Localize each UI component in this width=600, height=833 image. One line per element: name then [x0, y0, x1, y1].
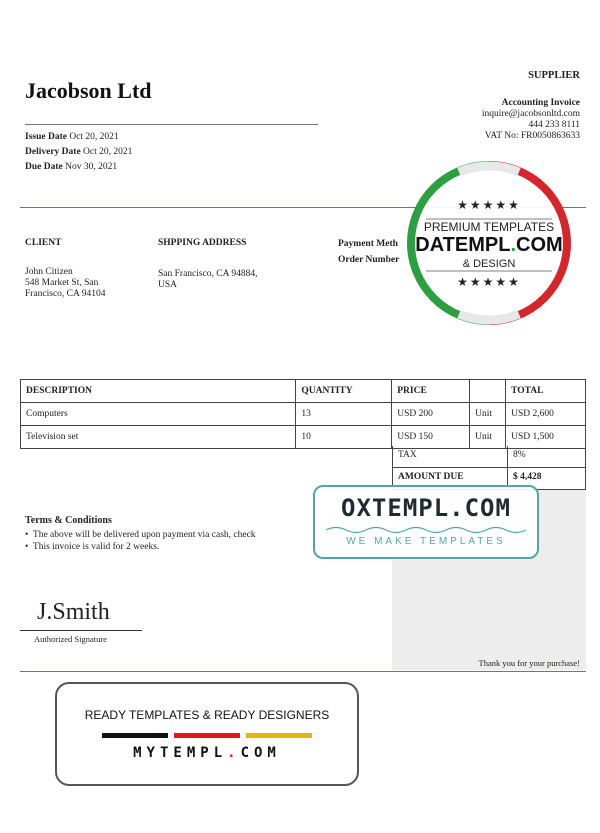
row-description: Television set: [21, 426, 296, 449]
thank-you-note: Thank you for your purchase!: [478, 658, 580, 668]
supplier-phone: 444 233 8111: [528, 120, 580, 130]
amount-due-label: AMOUNT DUE: [393, 468, 508, 489]
due-date-label: Due Date: [25, 162, 63, 172]
supplier-doc-type: Accounting Invoice: [501, 98, 580, 108]
seal-line3: & DESIGN: [462, 258, 516, 270]
supplier-vat: VAT No: FR0050863633: [484, 131, 580, 141]
signature: J.Smith: [37, 599, 110, 625]
oxtempl-subtitle: WE MAKE TEMPLATES: [346, 536, 506, 547]
seal-brand-b: COM: [516, 234, 563, 256]
terms-item: • This invoice is valid for 2 weeks.: [25, 542, 160, 552]
oxtempl-watermark: [313, 485, 539, 559]
row-description: Computers: [21, 403, 296, 426]
supplier-block: [482, 70, 580, 142]
issue-date-value: Oct 20, 2021: [69, 132, 119, 142]
seal-stars-top: ★★★★★: [457, 198, 521, 212]
footer-divider: [20, 671, 586, 672]
seal-stars-bottom: ★★★★★: [457, 275, 521, 289]
invoice-dates: [25, 130, 132, 175]
terms-item-text: This invoice is valid for 2 weeks.: [32, 542, 160, 552]
delivery-date-label: Delivery Date: [25, 147, 81, 157]
seal-brand: [404, 234, 574, 257]
order-number-label: Order Number: [338, 255, 400, 265]
row-price: USD 200: [392, 403, 470, 426]
mytempl-tagline: READY TEMPLATES & READY DESIGNERS: [84, 708, 330, 722]
tax-row: [392, 446, 586, 468]
summary-box: [392, 446, 586, 490]
items-table: [20, 379, 586, 449]
col-description: DESCRIPTION: [21, 380, 296, 403]
flag-bar-red: [174, 733, 240, 738]
col-unit: [470, 380, 506, 403]
col-price: PRICE: [392, 380, 470, 403]
issue-date-row: [25, 130, 132, 145]
supplier-email: inquire@jacobsonltd.com: [481, 109, 580, 119]
delivery-date-row: [25, 145, 132, 160]
shipping-address-2: USA: [158, 280, 178, 290]
header-underline: [25, 124, 318, 125]
terms-title: Terms & Conditions: [25, 515, 112, 526]
shipping-address-1: San Francisco, CA 94884,: [158, 269, 258, 279]
mytempl-brand-b: COM: [240, 745, 281, 761]
oxtempl-title: OXTEMPL.COM: [341, 494, 511, 522]
shipping-label: SHPPING ADDRESS: [158, 238, 247, 248]
flag-bar-black: [102, 733, 168, 738]
terms-item: • The above will be delivered upon payment via cash, check: [25, 530, 256, 540]
row-price: USD 150: [392, 426, 470, 449]
row-total: USD 1,500: [506, 426, 586, 449]
datempl-seal-watermark: [404, 158, 574, 328]
wave-icon: [326, 525, 526, 535]
mytempl-brand: [57, 745, 357, 761]
seal-line1: PREMIUM TEMPLATES: [423, 220, 555, 234]
client-label: CLIENT: [25, 238, 62, 248]
col-quantity: QUANTITY: [296, 380, 392, 403]
payment-method-label: Payment Meth: [338, 239, 398, 249]
company-name: Jacobson Ltd: [25, 78, 152, 103]
mytempl-brand-dot: .: [227, 745, 241, 761]
client-address-2: Francisco, CA 94104: [25, 289, 106, 299]
tax-value: 8%: [513, 450, 526, 460]
due-date-value: Nov 30, 2021: [65, 162, 118, 172]
amount-due-value: $ 4,428: [513, 472, 542, 482]
terms-item-text: The above will be delivered upon payment via cash, check: [32, 530, 256, 540]
shipping-details: [158, 269, 257, 291]
flag-bar-yellow: [246, 733, 312, 738]
signature-line: [20, 630, 142, 631]
delivery-date-value: Oct 20, 2021: [83, 147, 133, 157]
mytempl-brand-a: MYTEMPL: [133, 745, 228, 761]
client-address-1: 548 Market St, San: [25, 278, 99, 288]
terms-block: [25, 515, 256, 553]
row-quantity: 13: [296, 403, 392, 426]
row-total: USD 2,600: [506, 403, 586, 426]
table-header-row: [21, 380, 586, 403]
client-details: [25, 267, 105, 300]
issue-date-label: Issue Date: [25, 132, 67, 142]
due-date-row: [25, 160, 132, 175]
mytempl-watermark: [55, 682, 359, 786]
col-total: TOTAL: [506, 380, 586, 403]
seal-brand-a: DATEMPL: [415, 234, 511, 256]
supplier-title: SUPPLIER: [528, 70, 580, 81]
client-name: John Citizen: [25, 267, 73, 277]
table-row: [21, 403, 586, 426]
tax-label: TAX: [393, 446, 508, 467]
row-unit: Unit: [470, 403, 506, 426]
seal-brand-dot: .: [510, 234, 517, 256]
signature-label: Authorized Signature: [34, 634, 107, 644]
row-unit: Unit: [470, 426, 506, 449]
row-quantity: 10: [296, 426, 392, 449]
